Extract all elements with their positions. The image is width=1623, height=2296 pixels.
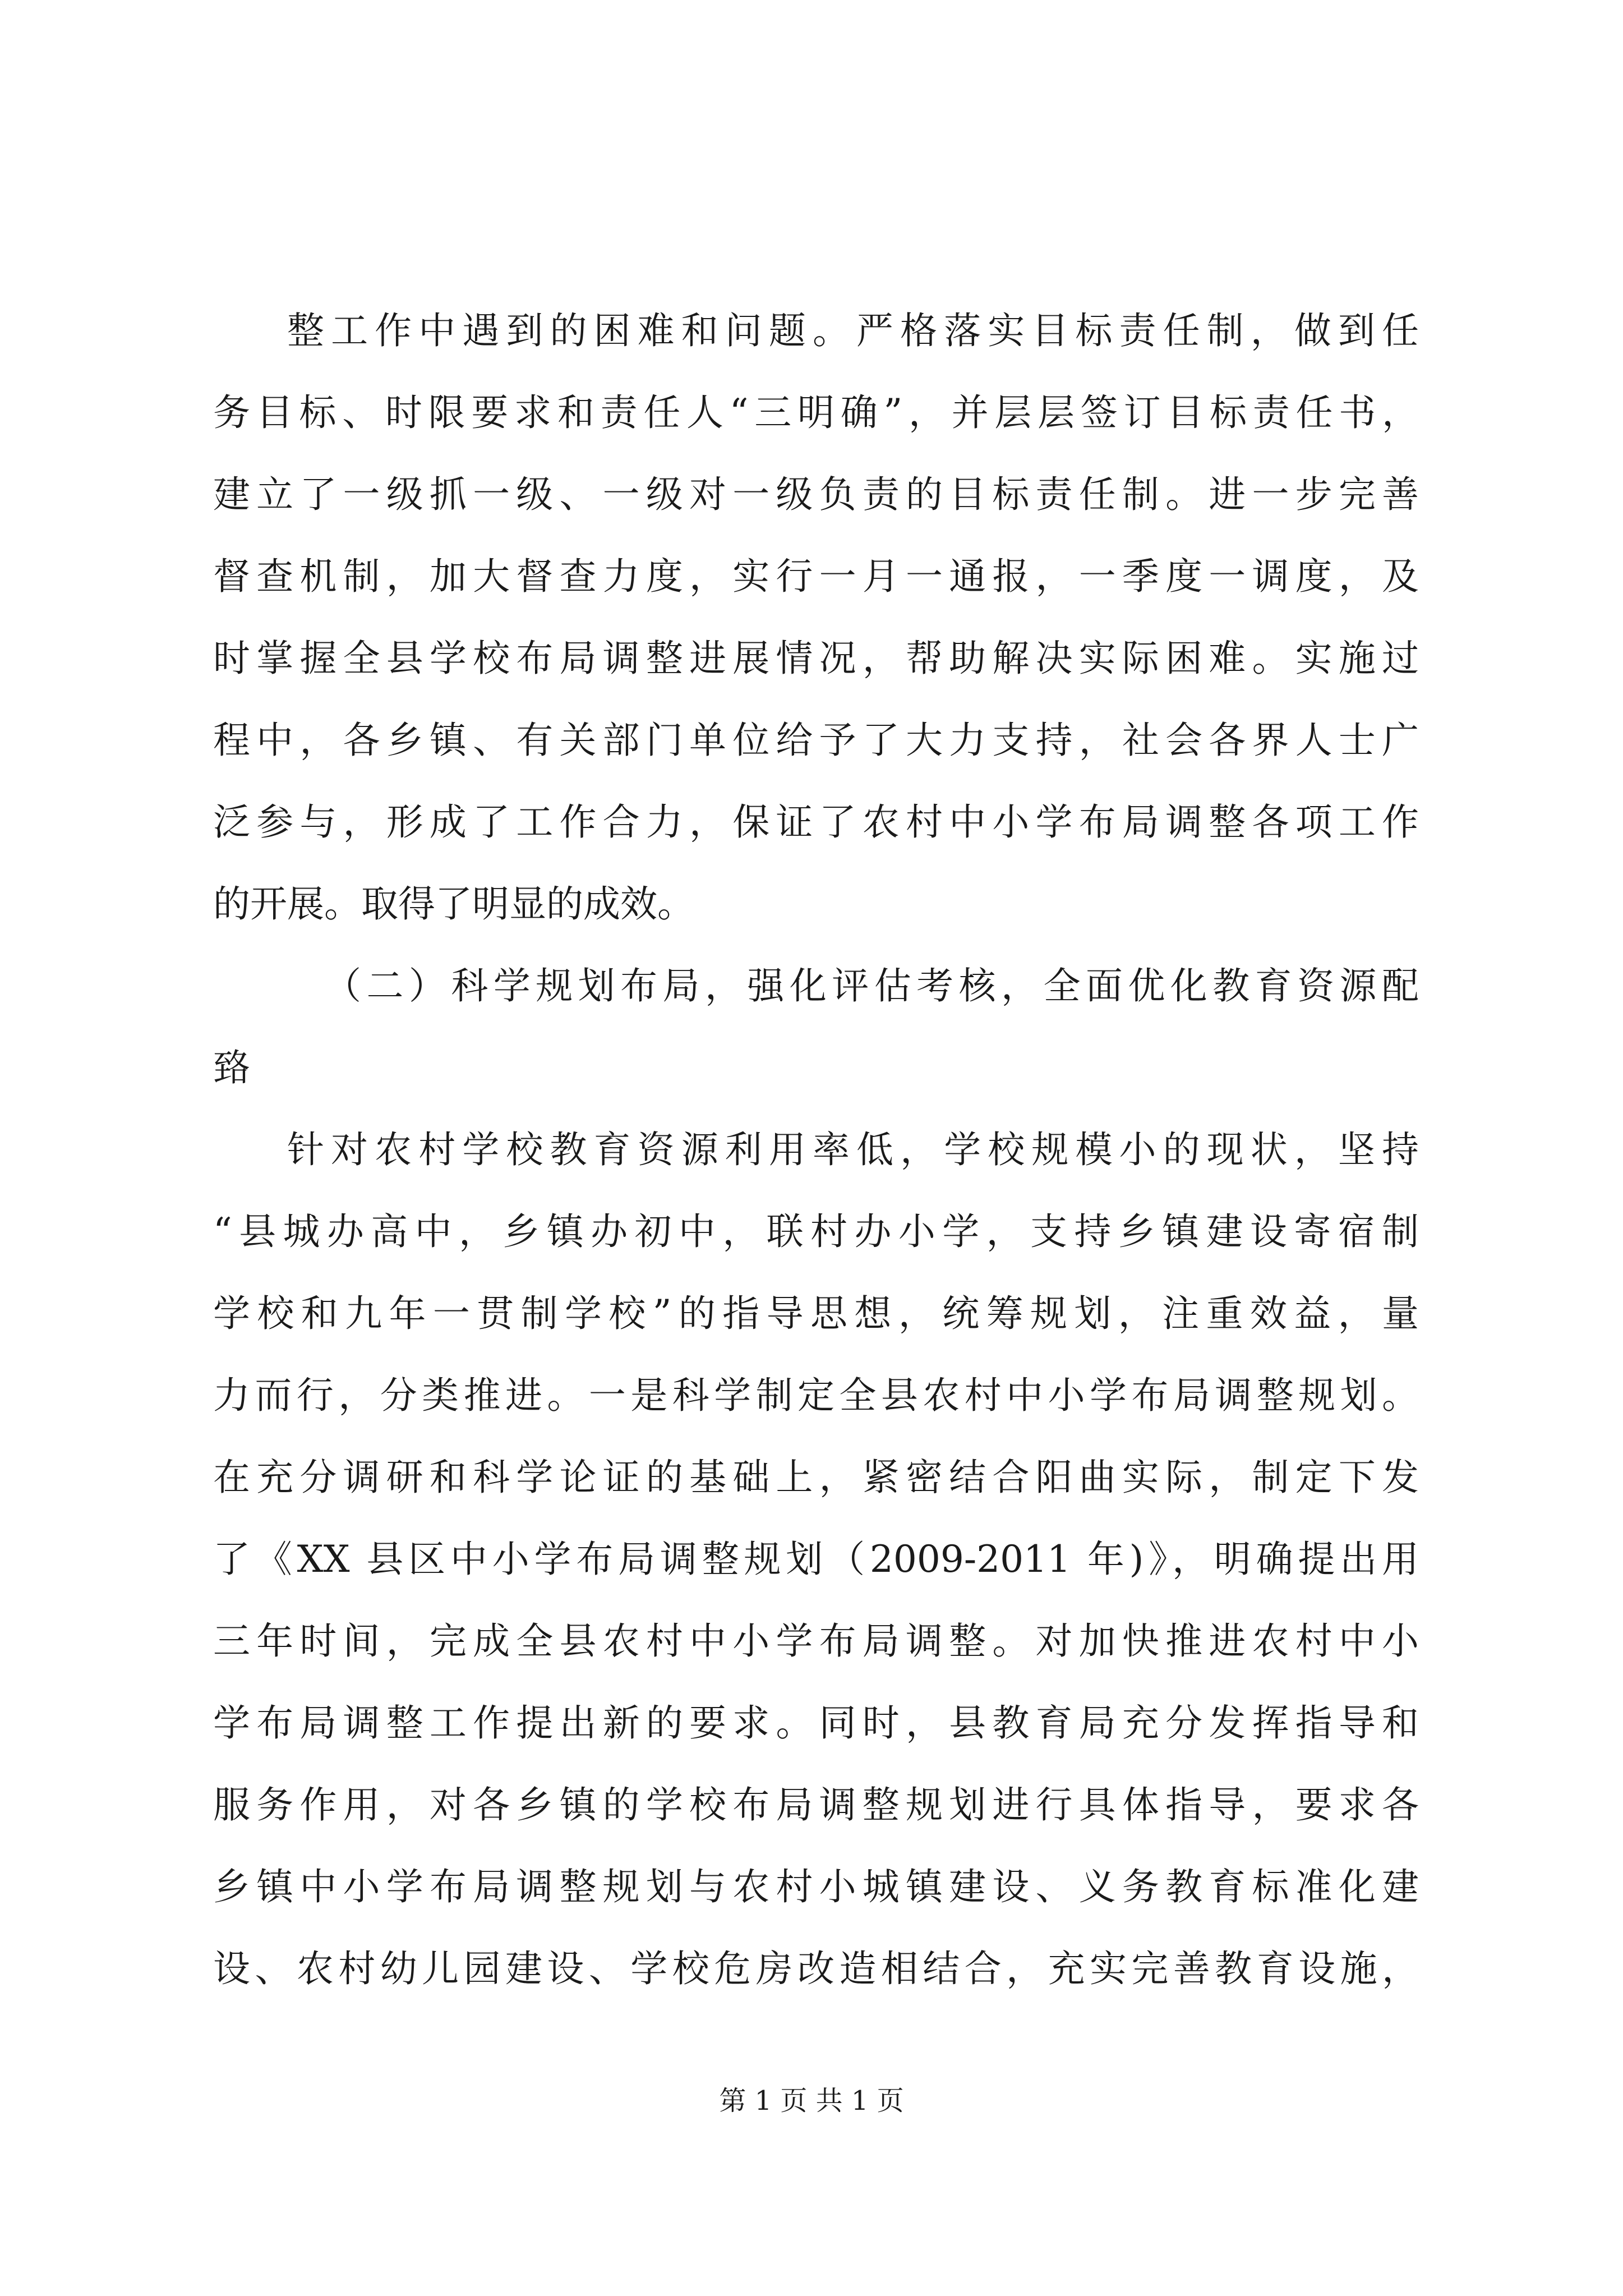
paragraph-line: 力而行，分类推进。一是科学制定全县农村中小学布局调整规划。 xyxy=(213,1374,1419,1417)
paragraph-line: “县城办高中，乡镇办初中，联村办小学，支持乡镇建设寄宿制 xyxy=(213,1210,1419,1253)
paragraph-line: 整工作中遇到的困难和问题。严格落实目标责任制，做到任 xyxy=(287,309,1419,352)
paragraph-line: 针对农村学校教育资源利用率低，学校规模小的现状，坚持 xyxy=(287,1128,1419,1171)
paragraph-line: 务目标、时限要求和责任人“三明确”，并层层签订目标责任书， xyxy=(213,391,1419,434)
paragraph-line: 三年时间，完成全县农村中小学布局调整。对加快推进农村中小 xyxy=(213,1619,1419,1663)
page-footer: 第 1 页 共 1 页 xyxy=(719,2085,904,2116)
paragraph-line: 服务作用，对各乡镇的学校布局调整规划进行具体指导，要求各 xyxy=(213,1783,1419,1826)
paragraph-line: 时掌握全县学校布局调整进展情况，帮助解决实际困难。实施过 xyxy=(213,637,1419,680)
section-heading: （二）科学规划布局，强化评估考核，全面优化教育资源配 xyxy=(324,964,1419,1007)
paragraph-line: 在充分调研和科学论证的基础上，紧密结合阳曲实际，制定下发 xyxy=(213,1456,1419,1499)
paragraph-line: 的开展。取得了明显的成效。 xyxy=(213,882,694,926)
paragraph-line: 泛参与，形成了工作合力，保证了农村中小学布局调整各项工作 xyxy=(213,800,1419,844)
paragraph-line: 建立了一级抓一级、一级对一级负责的目标责任制。进一步完善 xyxy=(213,473,1419,516)
paragraph-line: 学布局调整工作提出新的要求。同时，县教育局充分发挥指导和 xyxy=(213,1701,1419,1745)
paragraph-line: 学校和九年一贯制学校”的指导思想，统筹规划，注重效益，量 xyxy=(213,1292,1419,1335)
paragraph-line: 了《XX 县区中小学布局调整规划（2009-2011 年)》，明确提出用 xyxy=(213,1538,1419,1581)
section-heading-continued: 臵 xyxy=(213,1046,250,1089)
paragraph-line: 督查机制，加大督查力度，实行一月一通报，一季度一调度，及 xyxy=(213,555,1419,598)
paragraph-line: 乡镇中小学布局调整规划与农村小城镇建设、义务教育标准化建 xyxy=(213,1865,1419,1908)
paragraph-line: 设、农村幼儿园建设、学校危房改造相结合，充实完善教育设施， xyxy=(213,1947,1419,1990)
paragraph-line: 程中，各乡镇、有关部门单位给予了大力支持，社会各界人士广 xyxy=(213,719,1419,762)
